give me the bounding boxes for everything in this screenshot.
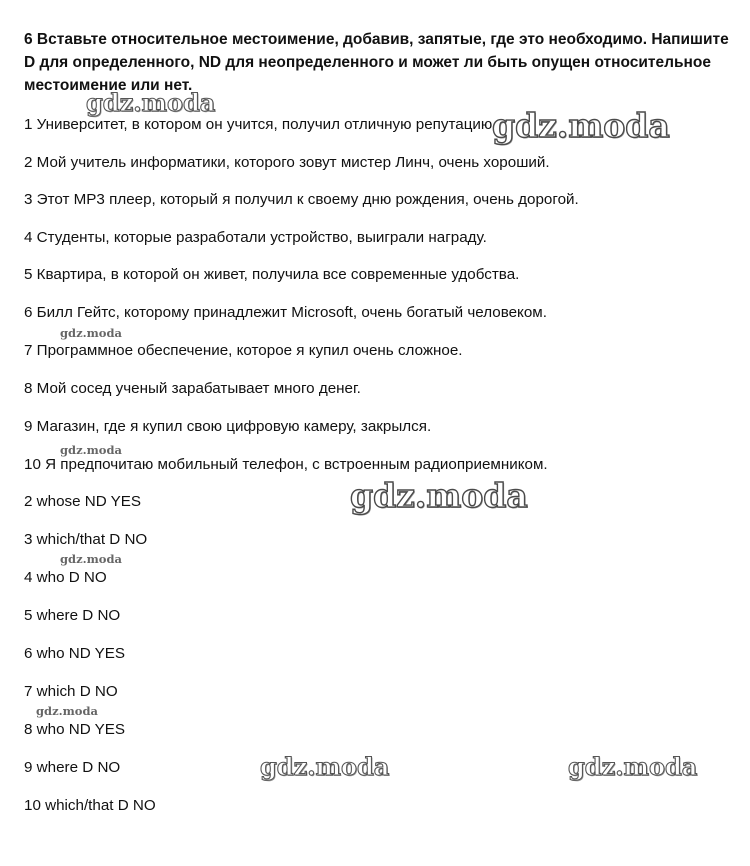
answer-5: 5 where D NO bbox=[24, 607, 121, 624]
answer-10: 10 which/that D NO bbox=[24, 797, 156, 814]
sentence-2: 2 Мой учитель информатики, которого зовут мистер Линч, очень хороший. bbox=[24, 154, 550, 171]
answer-8: 8 who ND YES bbox=[24, 721, 126, 738]
sentence-4: 4 Студенты, которые разработали устройство, выиграли награду. bbox=[24, 229, 487, 246]
sentence-1: 1 Университет, в котором он учится, получил отличную репутацию. bbox=[24, 116, 497, 133]
sentence-8: 8 Мой сосед ученый зарабатывает много денег. bbox=[24, 380, 361, 397]
answer-7: 7 which D NO bbox=[24, 683, 118, 700]
watermark-logo: gdz.moda bbox=[60, 326, 122, 340]
task-title: 6 Вставьте относительное местоимение, добавив, запятые, где это необходимо. Напишите D для определенного, ND для неопределенного и может ли быть опущен относительное местоимение или нет. bbox=[24, 31, 729, 94]
sentence-5: 5 Квартира, в которой он живет, получила все современные удобства. bbox=[24, 266, 520, 283]
sentence-10: 10 Я предпочитаю мобильный телефон, с встроенным радиоприемником. bbox=[24, 456, 548, 473]
watermark-logo: gdz.moda bbox=[350, 476, 528, 515]
sentence-6: 6 Билл Гейтс, которому принадлежит Microsoft, очень богатый человеком. bbox=[24, 304, 547, 321]
sentence-3: 3 Этот MP3 плеер, который я получил к своему дню рождения, очень дорогой. bbox=[24, 191, 579, 208]
watermark-logo: gdz.moda bbox=[260, 752, 390, 781]
answer-4: 4 who D NO bbox=[24, 569, 107, 586]
sentence-9: 9 Магазин, где я купил свою цифровую камеру, закрылся. bbox=[24, 418, 432, 435]
answer-6: 6 who ND YES bbox=[24, 645, 126, 662]
watermark-logo: gdz.moda bbox=[60, 552, 122, 566]
watermark-logo: gdz.moda bbox=[86, 88, 216, 117]
watermark-logo: gdz.moda bbox=[492, 106, 670, 145]
answer-2: 2 whose ND YES bbox=[24, 493, 142, 510]
watermark-logo: gdz.moda bbox=[60, 443, 122, 457]
answer-3: 3 which/that D NO bbox=[24, 531, 148, 548]
sentence-7: 7 Программное обеспечение, которое я купил очень сложное. bbox=[24, 342, 463, 359]
answer-9: 9 where D NO bbox=[24, 759, 121, 776]
watermark-logo: gdz.moda bbox=[36, 704, 98, 718]
watermark-logo: gdz.moda bbox=[568, 752, 698, 781]
